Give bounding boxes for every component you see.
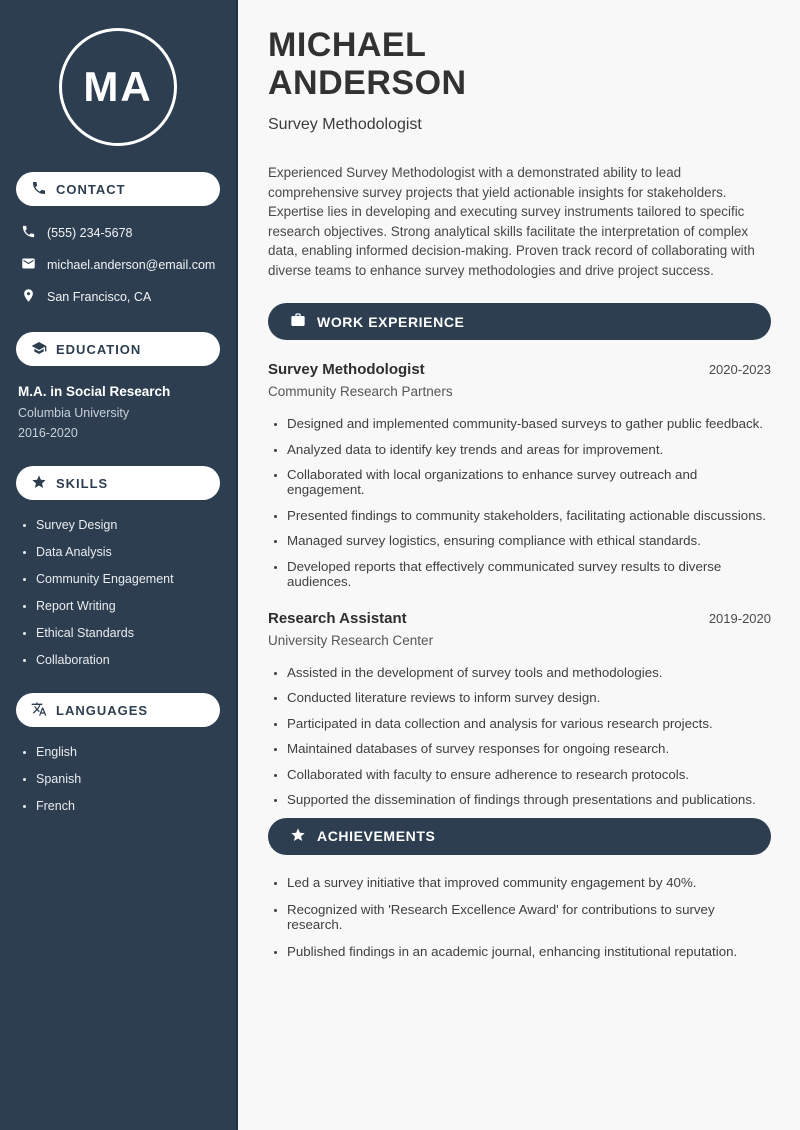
job-bullet-list xyxy=(268,665,771,808)
job-dates: 2019-2020 xyxy=(708,610,771,626)
job-entry xyxy=(268,610,771,808)
contact-email-value: michael.anderson@email.com xyxy=(47,258,216,272)
job-header xyxy=(268,361,771,378)
contact-email-row xyxy=(16,256,220,274)
job-dates: 2020-2023 xyxy=(708,362,771,377)
education-heading-pill xyxy=(16,332,220,366)
skill-item: • Report Writing xyxy=(36,599,220,613)
avatar-initials: MA xyxy=(83,63,153,110)
sidebar xyxy=(0,0,238,1130)
skill-item: • Ethical Standards xyxy=(36,626,220,640)
achievement-item: • Led a survey initiative that improved community engagement by 40%. xyxy=(287,875,771,890)
languages-section xyxy=(16,693,220,813)
education-heading-label: EDUCATION xyxy=(56,341,142,357)
contact-location-row xyxy=(16,288,220,306)
person-last-name: ANDERSON xyxy=(268,64,467,102)
job-role: Survey Methodologist xyxy=(268,361,425,378)
map-pin-icon xyxy=(21,288,36,306)
job-bullet: • Participated in data collection and analysis for various research projects. xyxy=(287,716,771,731)
language-item: • Spanish xyxy=(36,772,220,786)
job-bullet: • Designed and implemented community-based surveys to gather public feedback. xyxy=(287,416,771,431)
job-entry xyxy=(268,361,771,589)
job-company: Community Research Partners xyxy=(268,384,453,399)
achievements-banner xyxy=(268,818,771,855)
job-bullet: • Maintained databases of survey responses for ongoing research. xyxy=(287,741,771,756)
job-bullet: • Conducted literature reviews to inform survey design. xyxy=(287,690,771,705)
star-icon xyxy=(290,827,306,846)
skills-heading-label: SKILLS xyxy=(56,475,109,491)
job-bullet: • Analyzed data to identify key trends and areas for improvement. xyxy=(287,442,771,457)
achievements-heading: ACHIEVEMENTS xyxy=(317,828,436,844)
skills-list xyxy=(16,518,220,667)
education-degree: M.A. in Social Research xyxy=(18,384,171,399)
achievement-item: • Recognized with 'Research Excellence Award' for contributions to survey research. xyxy=(287,902,771,932)
job-header xyxy=(268,610,771,627)
job-bullet-list xyxy=(268,416,771,589)
person-job-title: Survey Methodologist xyxy=(268,116,422,133)
briefcase-icon xyxy=(290,312,306,331)
education-section xyxy=(16,332,220,440)
job-bullet: • Collaborated with faculty to ensure adherence to research protocols. xyxy=(287,767,771,782)
graduation-cap-icon xyxy=(31,340,47,359)
language-item: • French xyxy=(36,799,220,813)
phone-icon xyxy=(21,224,36,242)
contact-location-value: San Francisco, CA xyxy=(47,290,152,304)
job-role: Research Assistant xyxy=(268,609,407,627)
profile-summary: Experienced Survey Methodologist with a demonstrated ability to lead comprehensive survey projects that yield actionable insights for stakeholders. Expertise lies in developing and executing survey instruments tailored to specific research objectives. Strong analytical skills facilitate the interpretation of complex data, enabling informed decision-making. Proven track record of collaborating with diverse teams to enhance survey methodologies and drive project success. xyxy=(268,165,755,278)
education-school: Columbia University xyxy=(18,406,130,420)
skills-section xyxy=(16,466,220,667)
education-years: 2016-2020 xyxy=(18,426,78,440)
job-bullet: • Developed reports that effectively communicated survey results to diverse audiences. xyxy=(287,559,771,589)
job-bullet: • Managed survey logistics, ensuring compliance with ethical standards. xyxy=(287,533,771,548)
languages-heading-label: LANGUAGES xyxy=(56,702,149,718)
contact-heading-pill xyxy=(16,172,220,206)
language-item: • English xyxy=(36,745,220,759)
work-experience-heading: WORK EXPERIENCE xyxy=(317,313,465,330)
contact-heading-label: CONTACT xyxy=(56,181,126,197)
skill-item: • Collaboration xyxy=(36,653,220,667)
translate-icon xyxy=(31,701,47,720)
skills-heading-pill xyxy=(16,466,220,500)
job-bullet: • Collaborated with local organizations to enhance survey outreach and engagement. xyxy=(287,467,771,497)
person-name xyxy=(268,26,771,102)
job-bullet: • Assisted in the development of survey tools and methodologies. xyxy=(287,665,771,680)
avatar xyxy=(59,28,177,146)
envelope-icon xyxy=(21,256,36,274)
person-first-name: MICHAEL xyxy=(268,26,427,64)
skill-item: • Survey Design xyxy=(36,518,220,532)
skill-item: • Community Engagement xyxy=(36,572,220,586)
job-company: University Research Center xyxy=(268,632,434,648)
languages-heading-pill xyxy=(16,693,220,727)
contact-phone-value: (555) 234-5678 xyxy=(47,226,133,240)
work-experience-banner xyxy=(268,303,771,340)
phone-icon xyxy=(31,180,47,199)
contact-phone-row xyxy=(16,224,220,242)
contact-section xyxy=(16,172,220,306)
job-bullet: • Presented findings to community stakeholders, facilitating actionable discussions. xyxy=(287,508,771,523)
job-bullet: • Supported the dissemination of findings through presentations and publications. xyxy=(287,792,771,807)
achievements-list xyxy=(268,875,771,959)
achievement-item: • Published findings in an academic journal, enhancing institutional reputation. xyxy=(287,944,771,959)
resume-body xyxy=(238,0,800,1130)
star-icon xyxy=(31,474,47,493)
skill-item: • Data Analysis xyxy=(36,545,220,559)
languages-list xyxy=(16,745,220,813)
